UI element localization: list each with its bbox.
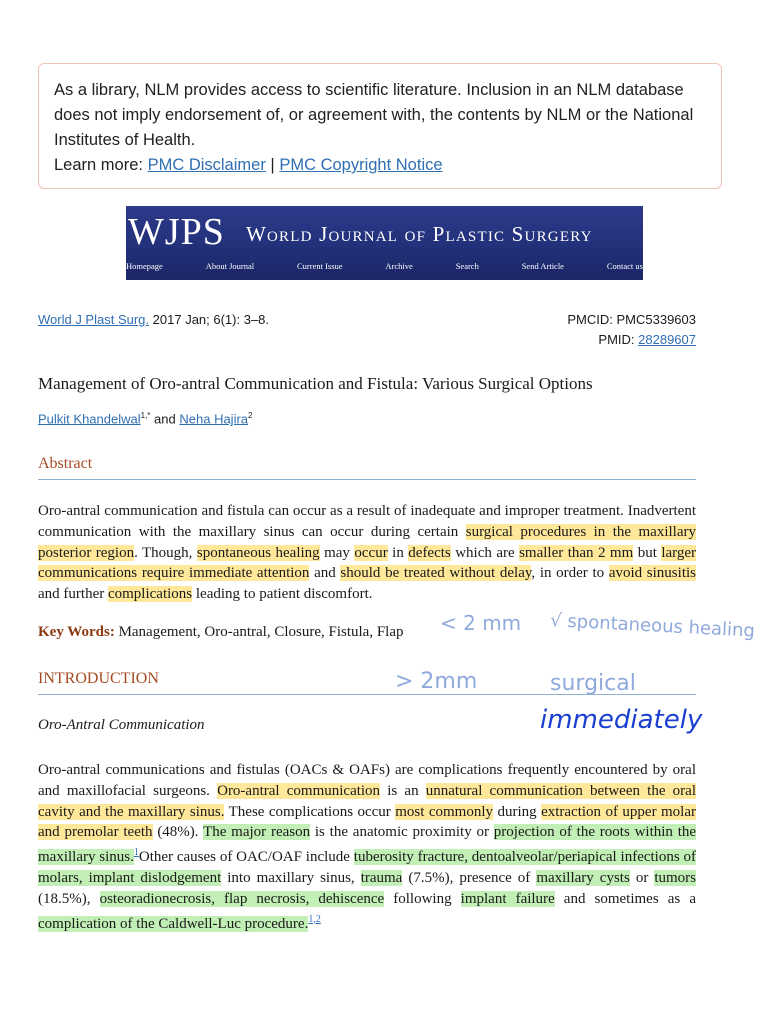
key-words-label: Key Words:	[38, 624, 115, 640]
abstract-t2: . Though,	[134, 544, 197, 561]
abstract-t4: in	[387, 544, 409, 561]
intro-t10: or	[629, 869, 655, 886]
intro-t1: Oro-antral communications and fistulas (OACs & OAFs) are complications frequently encountered by oral and maxillofacial surgeons.	[38, 762, 696, 799]
highlight: avoid sinusitis	[608, 565, 696, 582]
highlight-green: tuberosity fracture, dentoalveolar/periapical infections of molars, implant dislodgement	[38, 849, 696, 886]
banner-nav	[126, 261, 643, 271]
author-link-hajira[interactable]: Neha Hajira	[179, 411, 249, 427]
highlight: unnatural communication between the oral cavity and the maxillary sinus.	[38, 782, 696, 820]
highlight-green: osteoradionecrosis, flap necrosis, dehiscence	[99, 890, 385, 907]
author-and: and	[154, 411, 176, 427]
highlight: spontaneous healing	[196, 544, 320, 561]
intro-t5: (48%).	[152, 824, 204, 841]
banner-nav-homepage[interactable]: Homepage	[126, 261, 163, 271]
highlight: most commonly	[395, 803, 494, 820]
citation-line	[38, 312, 269, 327]
banner-nav-current-issue[interactable]: Current Issue	[296, 261, 343, 271]
highlight-green: implant failure	[460, 890, 555, 907]
banner-nav-search[interactable]: Search	[455, 261, 479, 271]
highlight-green: maxillary cysts	[536, 869, 630, 886]
highlight-green: trauma	[360, 869, 403, 886]
link-separator: |	[270, 156, 275, 174]
highlight-green: tumors	[654, 869, 696, 886]
journal-link[interactable]: World J Plast Surg.	[38, 312, 150, 327]
banner-nav-contact[interactable]: Contact us	[606, 261, 643, 271]
intro-t13: and sometimes as a	[554, 890, 696, 907]
pmid-link[interactable]: 28289607	[638, 332, 696, 347]
intro-t2: is an	[380, 782, 426, 799]
highlight: complications	[107, 586, 193, 603]
banner-nav-archive[interactable]: Archive	[385, 261, 413, 271]
author-link-khandelwal[interactable]: Pulkit Khandelwal	[38, 411, 141, 427]
key-words	[38, 624, 404, 641]
journal-banner[interactable]	[126, 206, 643, 280]
note-surgical: surgical	[550, 671, 636, 696]
journal-name: World Journal of Plastic Surgery	[246, 222, 593, 246]
author2-affiliation: 2	[248, 411, 253, 420]
key-words-text: Management, Oro-antral, Closure, Fistula, Flap	[118, 624, 404, 640]
note-spontaneous-healing: √ spontaneous healing	[549, 610, 756, 642]
notice-text: As a library, NLM provides access to scientific literature. Inclusion in an NLM database does not imply endorsement of, or agreement with, the contents by NLM or the National Institutes of Health.	[54, 81, 694, 149]
note-greater-than-2mm: > 2mm	[395, 669, 478, 694]
citation-details: 2017 Jan; 6(1): 3–8.	[152, 312, 270, 327]
highlight: extraction of upper molar and premolar teeth	[38, 803, 696, 841]
banner-nav-send-article[interactable]: Send Article	[521, 261, 564, 271]
banner-nav-about[interactable]: About Journal	[205, 261, 255, 271]
introduction-text	[38, 760, 696, 934]
abstract-t10: leading to patient discomfort.	[192, 586, 373, 603]
reference-link[interactable]: 1	[133, 847, 139, 859]
intro-t8: into maxillary sinus,	[221, 869, 361, 886]
intro-t3: These complications occur	[224, 803, 396, 820]
author1-affiliation: 1,*	[140, 411, 151, 420]
intro-t9: (7.5%), presence of	[402, 869, 537, 886]
pmid-label: PMID:	[598, 332, 635, 347]
intro-t12: following	[384, 890, 461, 907]
abstract-t7: and	[309, 565, 341, 582]
abstract-t6: but	[633, 544, 662, 561]
pmid-line	[598, 332, 696, 347]
highlight: smaller than 2 mm	[519, 544, 634, 561]
introduction-heading: INTRODUCTION	[38, 670, 696, 695]
highlight: surgical procedures in the maxillary posterior region	[38, 523, 696, 561]
note-less-than-2mm: < 2 mm	[440, 611, 522, 635]
highlight-green: The major reason	[203, 824, 311, 841]
intro-t4: during	[493, 803, 542, 820]
intro-t6: is the anatomic proximity or	[310, 824, 494, 841]
abstract-t3: may	[319, 544, 355, 561]
highlight: Oro-antral communication	[217, 782, 381, 799]
abstract-t1: Oro-antral communication and fistula can occur as a result of inadequate and improper treatment. Inadvertent communication with the maxillary sinus can occur during certain	[38, 503, 696, 540]
abstract-heading: Abstract	[38, 455, 696, 480]
note-immediately: immediately	[540, 705, 703, 735]
intro-t7: Other causes of OAC/OAF include	[138, 849, 354, 866]
reference-link[interactable]: 1,2	[308, 913, 321, 925]
intro-t11: (18.5%),	[38, 890, 100, 907]
pmc-copyright-link[interactable]: PMC Copyright Notice	[279, 156, 443, 174]
journal-logo: WJPS	[128, 211, 225, 253]
abstract-t9: and further	[38, 586, 108, 603]
abstract-t5: which are	[450, 544, 520, 561]
pmcid: PMCID: PMC5339603	[567, 312, 696, 327]
learn-more-label: Learn more:	[54, 156, 143, 174]
author-list	[38, 411, 252, 426]
highlight-green: projection of the roots within the maxillary sinus.	[38, 824, 697, 866]
highlight: defects	[408, 544, 451, 561]
highlight: should be treated without delay	[340, 565, 532, 582]
article-title: Management of Oro-antral Communication and Fistula: Various Surgical Options	[38, 374, 593, 393]
abstract-text	[38, 501, 696, 605]
highlight: larger communications require immediate attention	[38, 544, 697, 582]
pmc-disclaimer-link[interactable]: PMC Disclaimer	[147, 156, 266, 174]
highlight-green: complication of the Caldwell-Luc procedure.	[38, 915, 309, 932]
abstract-t8: , in order to	[531, 565, 609, 582]
highlight: occur	[354, 544, 388, 561]
nlm-notice-box	[38, 63, 722, 189]
subsection-heading: Oro-Antral Communication	[38, 717, 205, 733]
